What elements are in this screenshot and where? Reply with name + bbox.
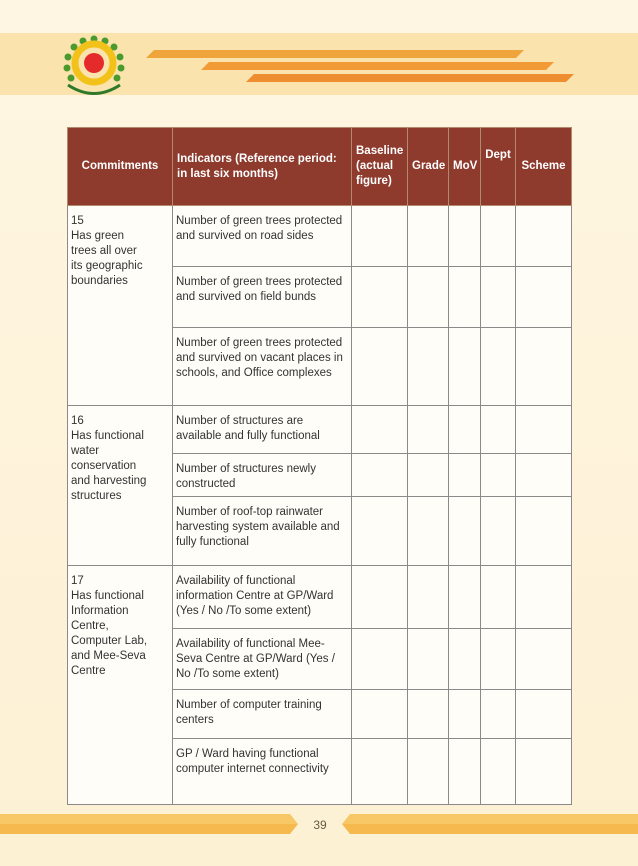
mov-cell[interactable] [449,566,481,629]
indicator-cell: Number of green trees protected and survived on road sides [173,206,352,267]
mov-cell[interactable] [449,328,481,406]
commitment-cell [68,206,173,406]
scheme-cell[interactable] [516,454,572,497]
commitment-cell [68,566,173,805]
grade-cell[interactable] [408,406,449,454]
baseline-cell[interactable] [352,454,408,497]
baseline-cell[interactable] [352,739,408,805]
table-row [68,206,572,267]
mov-cell[interactable] [449,739,481,805]
baseline-cell[interactable] [352,497,408,566]
header-baseline: Baseline (actual figure) [352,128,408,206]
scheme-cell[interactable] [516,566,572,629]
indicator-cell: GP / Ward having functional computer internet connectivity [173,739,352,805]
mov-cell[interactable] [449,206,481,267]
commitment-number: 15 [71,215,84,227]
baseline-cell[interactable] [352,406,408,454]
dept-cell[interactable] [481,739,516,805]
indicator-cell: Number of structures newly constructed [173,454,352,497]
header-indicators: Indicators (Reference period: in last six months) [173,128,352,206]
decorative-stripe [246,74,574,82]
ring-of-people-logo [58,30,130,102]
dept-cell[interactable] [481,566,516,629]
indicator-cell: Number of green trees protected and survived on field bunds [173,267,352,328]
grade-cell[interactable] [408,454,449,497]
header-grade: Grade [408,128,449,206]
scheme-cell[interactable] [516,690,572,739]
indicator-cell: Availability of functional information Centre at GP/Ward (Yes / No /To some extent) [173,566,352,629]
grade-cell[interactable] [408,497,449,566]
mov-cell[interactable] [449,690,481,739]
indicator-table [67,127,572,805]
dept-cell[interactable] [481,328,516,406]
mov-cell[interactable] [449,267,481,328]
header-scheme: Scheme [516,128,572,206]
dept-cell[interactable] [481,690,516,739]
grade-cell[interactable] [408,267,449,328]
commitment-number: 16 [71,415,84,427]
baseline-cell[interactable] [352,690,408,739]
scheme-cell[interactable] [516,267,572,328]
scheme-cell[interactable] [516,206,572,267]
grade-cell[interactable] [408,629,449,690]
indicator-cell: Number of computer training centers [173,690,352,739]
baseline-cell[interactable] [352,566,408,629]
decorative-stripe [201,62,554,70]
baseline-cell[interactable] [352,629,408,690]
header-dept: Dept [481,128,516,206]
indicator-cell: Number of green trees protected and survived on vacant places in schools, and Office complexes [173,328,352,406]
baseline-cell[interactable] [352,267,408,328]
dept-cell[interactable] [481,406,516,454]
mov-cell[interactable] [449,406,481,454]
page-number: 39 [313,818,327,832]
mov-cell[interactable] [449,454,481,497]
header-mov: MoV [449,128,481,206]
commitment-text: Has green trees all over its geographic boundaries [71,230,143,287]
dept-cell[interactable] [481,206,516,267]
dept-cell[interactable] [481,267,516,328]
table-header-row [68,128,572,206]
commitment-text: Has functional water conservation and harvesting structures [71,430,147,502]
baseline-cell[interactable] [352,328,408,406]
table-row [68,406,572,454]
dept-cell[interactable] [481,454,516,497]
indicator-cell: Number of roof-top rainwater harvesting system available and fully functional [173,497,352,566]
grade-cell[interactable] [408,328,449,406]
grade-cell[interactable] [408,566,449,629]
baseline-cell[interactable] [352,206,408,267]
scheme-cell[interactable] [516,328,572,406]
mov-cell[interactable] [449,629,481,690]
commitment-text: Has functional Information Centre, Computer Lab, and Mee-Seva Centre [71,590,148,677]
scheme-cell[interactable] [516,739,572,805]
scheme-cell[interactable] [516,406,572,454]
commitment-cell [68,406,173,566]
dept-cell[interactable] [481,629,516,690]
dept-cell[interactable] [481,497,516,566]
grade-cell[interactable] [408,739,449,805]
indicator-cell: Number of structures are available and fully functional [173,406,352,454]
commitment-number: 17 [71,575,84,587]
table-row [68,566,572,629]
grade-cell[interactable] [408,690,449,739]
mov-cell[interactable] [449,497,481,566]
scheme-cell[interactable] [516,629,572,690]
header-commitments: Commitments [68,128,173,206]
scheme-cell[interactable] [516,497,572,566]
grade-cell[interactable] [408,206,449,267]
decorative-stripe [146,50,524,58]
indicator-cell: Availability of functional Mee-Seva Centre at GP/Ward (Yes / No /To some extent) [173,629,352,690]
